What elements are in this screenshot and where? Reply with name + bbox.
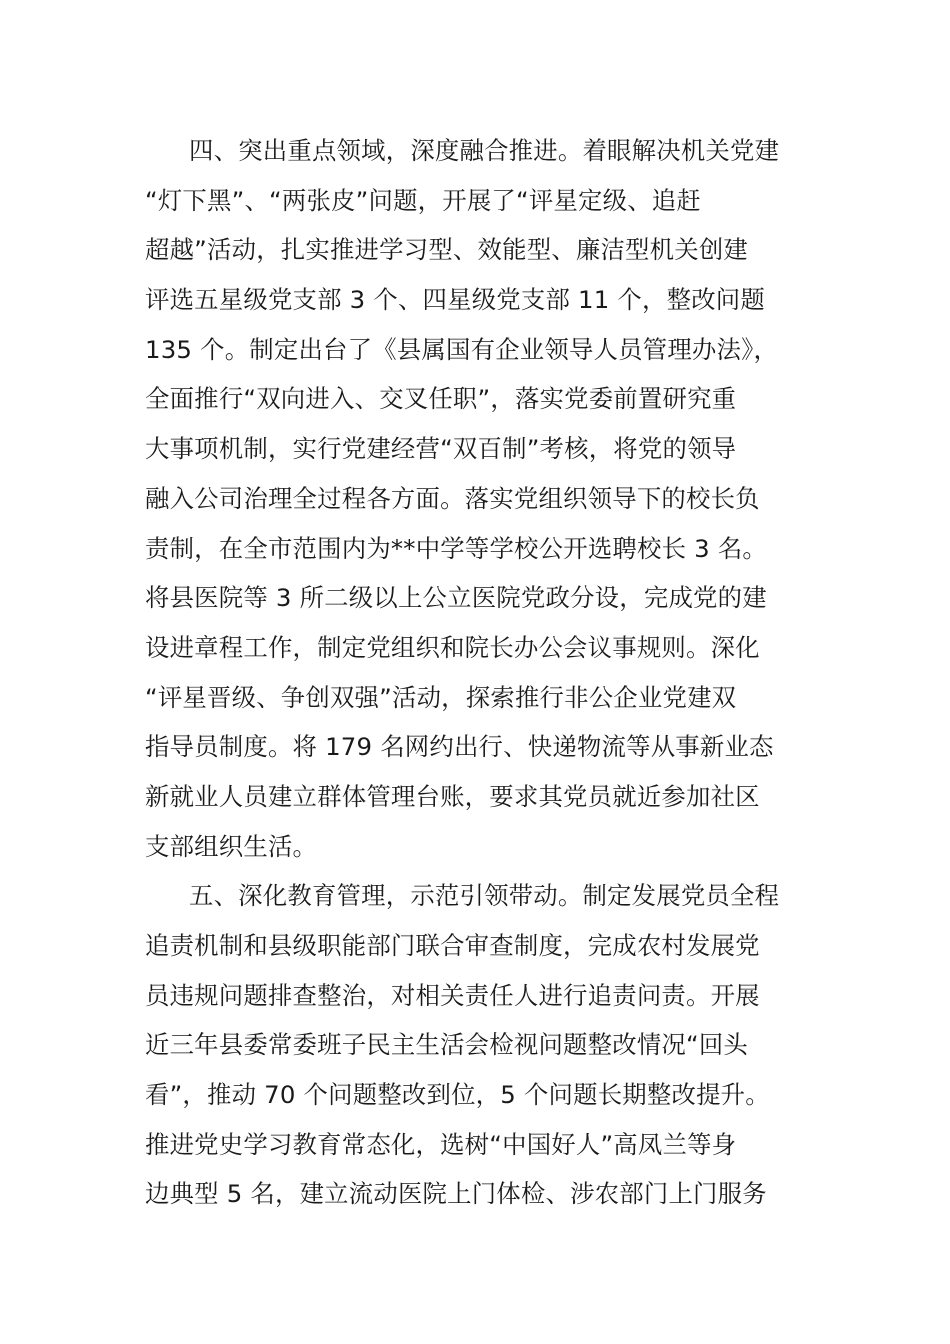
- text-line: 大事项机制，实行党建经营“双百制”考核，将党的领导: [145, 434, 737, 464]
- text-line: 边典型 5 名，建立流动医院上门体检、涉农部门上门服务: [145, 1179, 767, 1209]
- text-line: 五、深化教育管理，示范引领带动。制定发展党员全程: [189, 881, 780, 911]
- text-line: 设进章程工作，制定党组织和院长办公会议事规则。深化: [145, 632, 760, 662]
- paragraph-4: [145, 126, 815, 871]
- paragraph-5: [145, 871, 815, 1219]
- text-line: 指导员制度。将 179 名网约出行、快递物流等从事新业态: [145, 732, 774, 762]
- text-line: 责制，在全市范围内为**中学等学校公开选聘校长 3 名。: [145, 533, 768, 563]
- text-line: 超越”活动，扎实推进学习型、效能型、廉洁型机关创建: [145, 235, 749, 265]
- text-line: 支部组织生活。: [145, 831, 318, 861]
- document-body: [145, 126, 815, 1219]
- text-line: “评星晋级、争创双强”活动，探索推行非公企业党建双: [145, 682, 737, 712]
- text-line: 135 个。制定出台了《县属国有企业领导人员管理办法》，: [145, 334, 779, 364]
- text-line: 推进党史学习教育常态化，选树“中国好人”高凤兰等身: [145, 1129, 737, 1159]
- text-line: “灯下黑”、“两张皮”问题，开展了“评星定级、追赶: [145, 185, 701, 215]
- text-line: 近三年县委常委班子民主生活会检视问题整改情况“回头: [145, 1030, 749, 1060]
- text-line: 新就业人员建立群体管理台账，要求其党员就近参加社区: [145, 781, 760, 811]
- text-line: 追责机制和县级职能部门联合审查制度，完成农村发展党: [145, 931, 760, 960]
- text-line: 全面推行“双向进入、交叉任职”，落实党委前置研究重: [145, 384, 737, 414]
- text-line: 评选五星级党支部 3 个、四星级党支部 11 个，整改问题: [145, 285, 765, 315]
- text-line: 四、突出重点领域，深度融合推进。着眼解决机关党建: [189, 136, 780, 165]
- text-line: 将县医院等 3 所二级以上公立医院党政分设，完成党的建: [145, 583, 767, 613]
- text-line: 员违规问题排查整治，对相关责任人进行追责问责。开展: [145, 980, 760, 1010]
- text-line: 融入公司治理全过程各方面。落实党组织领导下的校长负: [145, 483, 760, 513]
- text-line: 看”，推动 70 个问题整改到位，5 个问题长期整改提升。: [145, 1080, 770, 1110]
